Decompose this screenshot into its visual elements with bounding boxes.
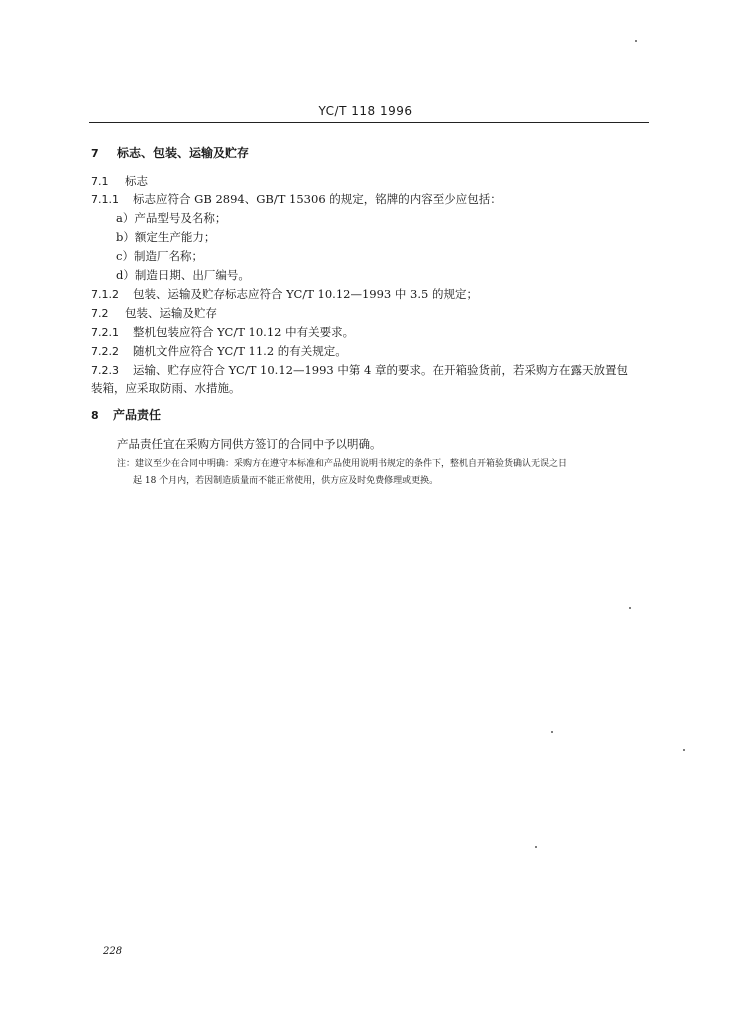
section-7-2-1 <box>91 324 354 341</box>
section-7-1-2 <box>91 286 478 303</box>
section-7-2 <box>91 305 217 322</box>
scan-speck <box>683 749 685 751</box>
section-7-1 <box>91 173 148 190</box>
section-number: 8 <box>91 409 99 422</box>
header-rule <box>89 122 649 123</box>
section-number: 7.1.1 <box>91 193 119 206</box>
section-number: 7.2.2 <box>91 345 119 358</box>
note-continuation: 起 18 个月内，若因制造质量而不能正常使用，供方应及时免费修理或更换。 <box>133 476 439 486</box>
section-7-1-1 <box>91 191 502 208</box>
section-8-paragraph: 产品责任宜在采购方同供方签订的合同中予以明确。 <box>117 437 382 451</box>
list-item: c）制造厂名称； <box>116 249 203 263</box>
section-number: 7.1.2 <box>91 288 119 301</box>
section-number: 7.2.3 <box>91 364 119 377</box>
scan-speck <box>535 846 537 848</box>
paragraph-text: 随机文件应符合 YC/T 11.2 的有关规定。 <box>133 344 347 358</box>
section-title: 标志 <box>125 174 148 188</box>
paragraph-text: 运输、贮存应符合 YC/T 10.12—1993 中第 4 章的要求。在开箱验货前，若采购方在露天放置包 <box>133 363 629 377</box>
section-7-heading <box>91 145 249 162</box>
paragraph-continuation: 装箱，应采取防雨、水措施。 <box>91 381 241 395</box>
section-number: 7.2.1 <box>91 326 119 339</box>
note <box>117 456 567 472</box>
section-number: 7 <box>91 147 99 160</box>
note-text: 建议至少在合同中明确：采购方在遵守本标准和产品使用说明书规定的条件下，整机自开箱验货确认无误之日 <box>135 459 568 469</box>
section-7-2-3 <box>91 362 628 379</box>
list-item: b）额定生产能力； <box>116 230 216 244</box>
list-item: d）制造日期、出厂编号。 <box>116 268 250 282</box>
note-label: 注： <box>117 459 136 469</box>
section-7-2-2 <box>91 343 347 360</box>
paragraph-text: 包装、运输及贮存标志应符合 YC/T 10.12—1993 中 3.5 的规定； <box>133 287 478 301</box>
section-title: 包装、运输及贮存 <box>125 306 217 320</box>
section-8-heading <box>91 407 161 424</box>
list-item: a）产品型号及名称； <box>116 211 227 225</box>
page-number: 228 <box>103 946 123 957</box>
section-number: 7.2 <box>91 307 109 320</box>
scan-speck <box>629 607 631 609</box>
paragraph-text: 整机包装应符合 YC/T 10.12 中有关要求。 <box>133 325 355 339</box>
section-title: 标志、包装、运输及贮存 <box>117 146 250 160</box>
section-number: 7.1 <box>91 175 109 188</box>
paragraph-text: 标志应符合 GB 2894、GB/T 15306 的规定，铭牌的内容至少应包括： <box>133 192 502 206</box>
section-title: 产品责任 <box>113 408 162 422</box>
standard-code-header: YC/T 118 1996 <box>318 104 413 118</box>
scan-speck <box>551 731 553 733</box>
scan-speck <box>635 40 637 42</box>
